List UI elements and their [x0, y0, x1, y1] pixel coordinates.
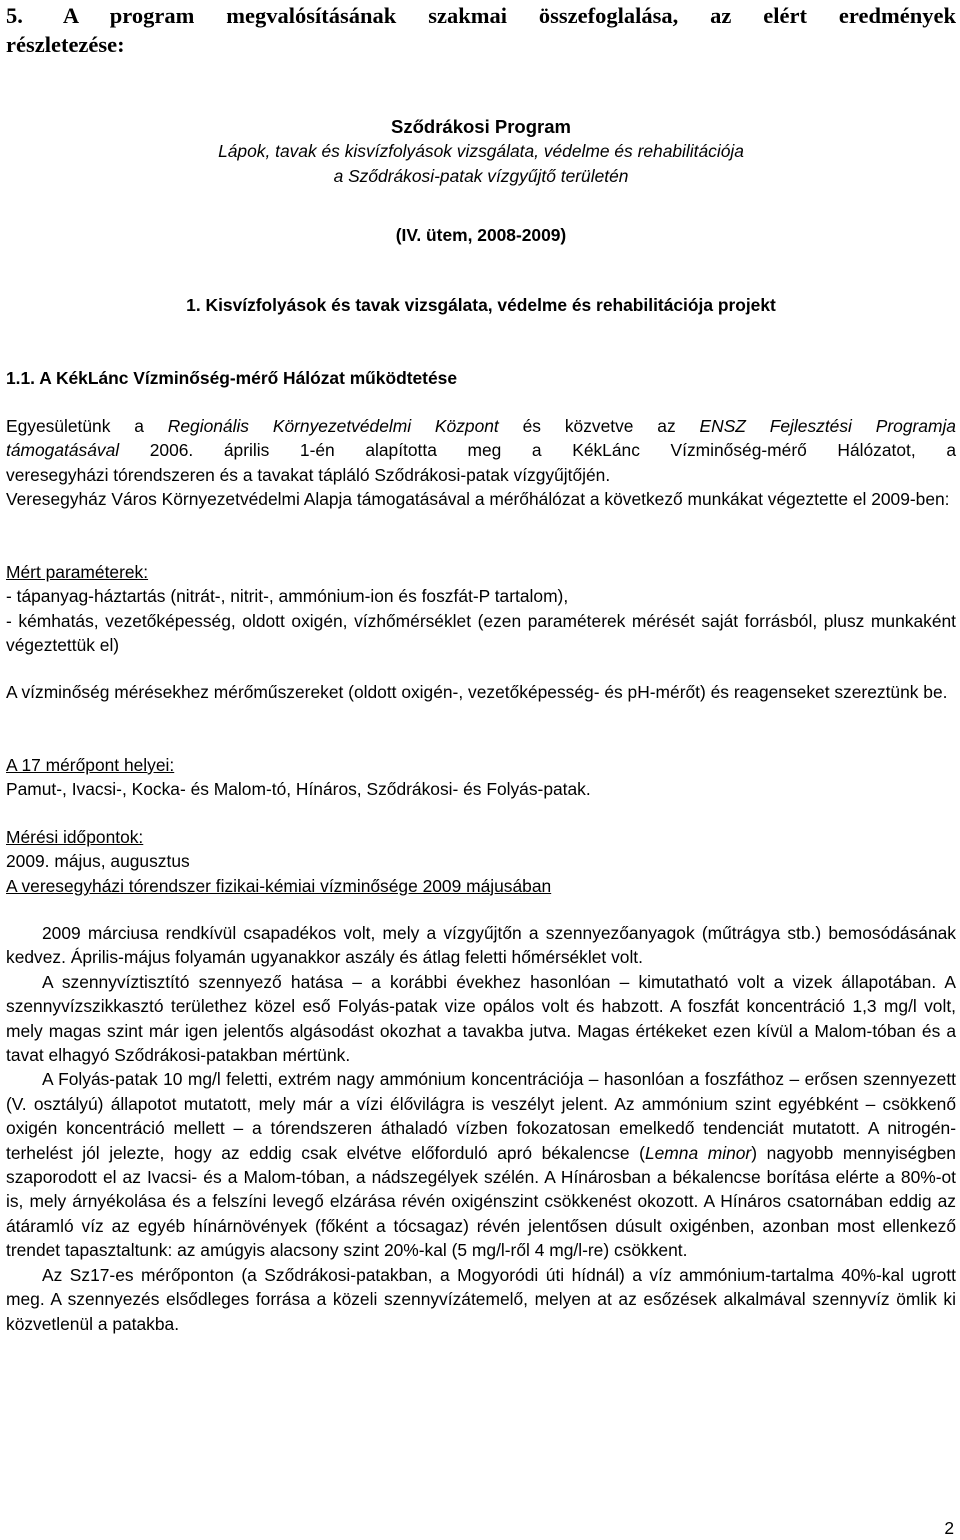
times-heading: Mérési időpontok: — [6, 827, 144, 847]
body-text: ) nagyobb mennyiségben szaporodott el az Ivacsi- és a Malom-tóban, a nádszegélyek szélén. A Hínárosban a békalencse borítása elérte a 80%-ot is, mely árnyékolása és a felszíni levegő elzárása révén oxigénszint csökkenést okozott. A Hínáros csatornában eddig az átáramló víz az egyéb hínárnövények (főként a tócsagaz) révén jelentősen dúsult oxigénben, azonban most ellenkező trendet tapasztaltunk: az amúgyis alacsony szint 20%-kal (5 mg/l-ről 4 mg/l-re) csökkent. — [6, 1142, 956, 1261]
rec-name: Regionális Környezetvédelmi Központ — [167, 416, 499, 436]
params-item-1: - tápanyag-háztartás (nitrát-, nitrit-, ammónium-ion és foszfát-P tartalom), — [6, 586, 569, 607]
section-heading-line1 — [6, 2, 956, 31]
params-item-2: - kémhatás, vezetőképesség, oldott oxigén, vízhőmérséklet (ezen paraméterek mérését saját forrásból, plusz munkaként végeztettük el) — [6, 610, 956, 656]
section-number: 5. — [6, 3, 23, 28]
project-title: 1. Kisvízfolyások és tavak vizsgálata, védelme és rehabilitációja projekt — [186, 295, 776, 315]
body-text: A Folyás-patak 10 mg/l feletti, extrém nagy ammónium koncentrációja – hasonlóan a foszfáthoz – erősen szennyezett (V. osztályú) állapotot mutatott, mely már a vízi élővilágra is veszélyt jelent. Az ammónium szint egyébként – csökkenő oxigén koncentráció mellett – a tórendszeren áthaladó vízben fokozatosan emelkedő tendenciát mutatott. A nitrogén-terhelést jól jelezte, hogy az eddig csak elvétve előforduló apró békalencse ( — [6, 1069, 956, 1163]
body-paragraph-1: 2009 márciusa rendkívül csapadékos volt, mely a vízgyűjtőn a szennyezőanyagok (műtrágya stb.) bemosódásának kedvez. Április-május folyamán ugyanakkor aszály és átlag feletti hőmérséklet volt. — [6, 923, 956, 968]
program-block — [6, 115, 956, 188]
body-paragraph-4: Az Sz17-es mérőponton (a Sződrákosi-patakban, a Mogyoródi úti hídnál) a víz ammónium-tartalma 40%-kal ugrott meg. A szennyezés elsődleges forrása a közeli szennyvízátemelő, melyen at az esőzések alkalmával szennyvíz ömlik ki közvetlenül a patakba. — [6, 1264, 956, 1334]
species-name: Lemna minor — [644, 1142, 752, 1163]
intro-text: Egyesületünk a — [6, 416, 168, 436]
subsection-title: 1.1. A KékLánc Vízminőség-mérő Hálózat működtetése — [6, 368, 457, 388]
intro-text: és közvetve az — [498, 416, 700, 436]
body-block — [6, 921, 956, 1336]
intro-text: 2006. április 1-én alapította meg a KékLánc Vízminőség-mérő Hálózatot, a — [119, 440, 956, 461]
intro-line-1 — [6, 414, 956, 438]
intro-line-2 — [6, 438, 956, 462]
page-number: 2 — [944, 1518, 954, 1538]
points-text: Pamut-, Ivacsi-, Kocka- és Malom-tó, Hínáros, Sződrákosi- és Folyás-patak. — [6, 779, 591, 800]
program-name: Sződrákosi Program — [391, 116, 571, 137]
intro-para-2: Veresegyház Város Környezetvédelmi Alapja támogatásával a mérőhálózat a következő munkákat végeztette el 2009-ben: — [6, 489, 950, 510]
intro-line-3: veresegyházi tórendszeren és a tavakat tápláló Sződrákosi-patak vízgyűjtőjén. — [6, 464, 611, 485]
section-heading — [6, 2, 956, 59]
program-subtitle-1: Lápok, tavak és kisvízfolyások vizsgálata, védelme és rehabilitációja — [218, 141, 744, 162]
points-block — [6, 753, 956, 802]
program-phase: (IV. ütem, 2008-2009) — [395, 225, 567, 245]
support-word: támogatásával — [6, 440, 120, 461]
points-heading: A 17 mérőpont helyei: — [6, 755, 175, 775]
undp-name: ENSZ Fejlesztési Programja — [699, 416, 956, 436]
times-text: 2009. május, augusztus — [6, 851, 190, 872]
body-paragraph-3 — [6, 1067, 956, 1262]
section-title-line1: A program megvalósításának szakmai összefoglalása, az elért eredmények — [62, 3, 956, 28]
params-block — [6, 560, 956, 658]
body-paragraph-2: A szennyvíztisztító szennyező hatása – a korábbi évekhez hasonlóan – kimutatható volt a vizek állapotában. A szennyvízszikkasztó területhez közel eső Folyás-patak vize opálos volt és habzott. A foszfát koncentráció 1,3 mg/l volt, mely magas szint már igen jelentős algásodást okozhat a tavakba jutva. Magas értékeket ezen kívül a Malom-tóban és a tavat elhagyó Sződrákosi-patakban mértünk. — [6, 971, 956, 1066]
times-block — [6, 825, 956, 898]
instruments-paragraph: A vízminőség mérésekhez mérőműszereket (oldott oxigén-, vezetőképesség- és pH-mérőt) és reagenseket szereztünk be. — [6, 682, 948, 702]
params-heading: Mért paraméterek: — [6, 562, 149, 582]
quality-heading: A veresegyházi tórendszer fizikai-kémiai vízminősége 2009 májusában — [6, 875, 552, 896]
program-subtitle-2: a Sződrákosi-patak vízgyűjtő területén — [333, 165, 629, 186]
section-title-line2: részletezése: — [6, 31, 125, 57]
intro-block — [6, 414, 956, 512]
